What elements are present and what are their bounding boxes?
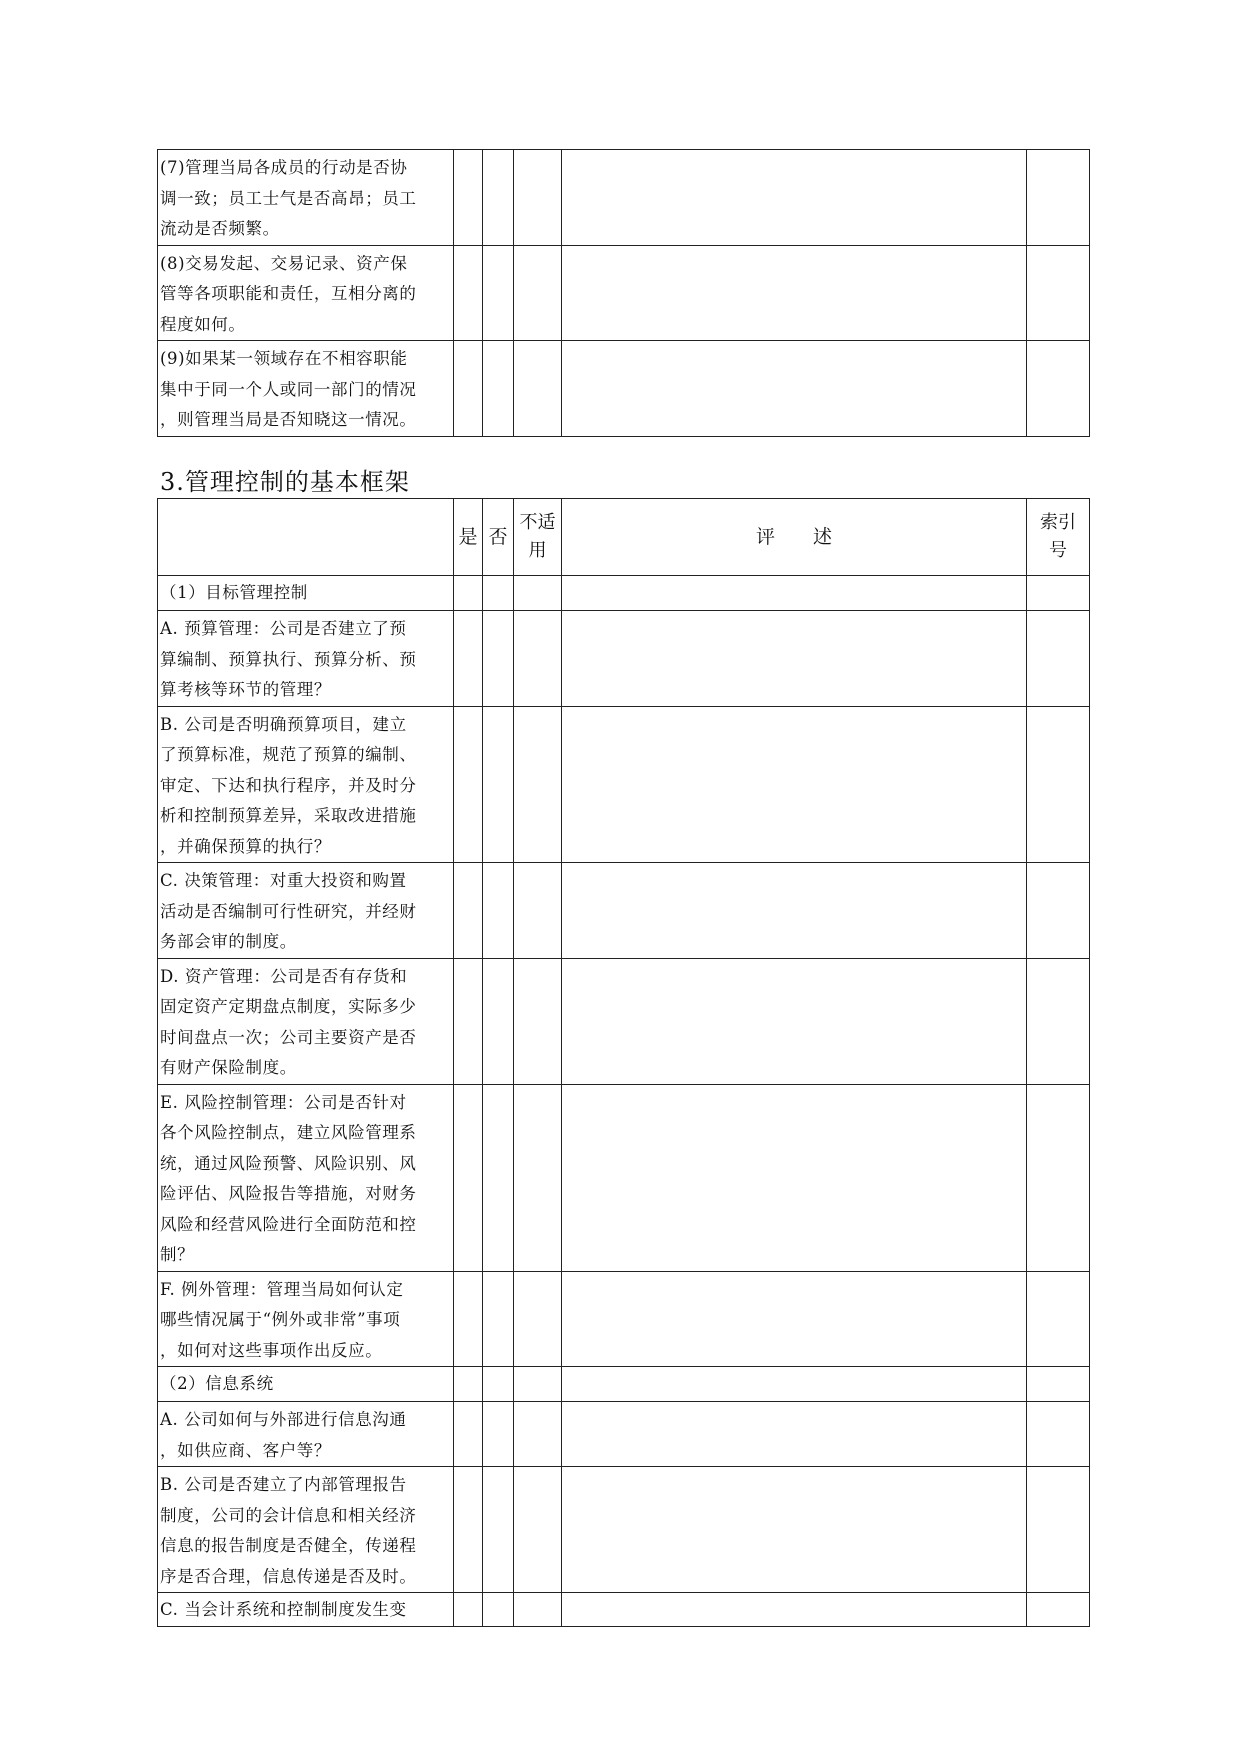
- yes-cell[interactable]: [454, 1402, 483, 1467]
- na-cell[interactable]: [514, 1467, 562, 1593]
- index-cell[interactable]: [1027, 1402, 1090, 1467]
- index-cell[interactable]: [1027, 576, 1090, 611]
- yes-cell[interactable]: [454, 1593, 483, 1627]
- no-cell[interactable]: [483, 245, 514, 341]
- no-cell[interactable]: [483, 1271, 514, 1367]
- not-applicable-column-header: 不适 用: [514, 499, 562, 576]
- na-cell[interactable]: [514, 706, 562, 863]
- no-cell[interactable]: [483, 1467, 514, 1593]
- comment-cell[interactable]: [562, 150, 1027, 246]
- comment-cell[interactable]: [562, 1593, 1027, 1627]
- na-cell[interactable]: [514, 863, 562, 959]
- question-cell: C. 当会计系统和控制制度发生变: [158, 1593, 454, 1627]
- yes-column-header: 是: [454, 499, 483, 576]
- comment-cell[interactable]: [562, 245, 1027, 341]
- comment-cell[interactable]: [562, 958, 1027, 1084]
- index-cell[interactable]: [1027, 1467, 1090, 1593]
- index-cell[interactable]: [1027, 150, 1090, 246]
- comment-cell[interactable]: [562, 1271, 1027, 1367]
- question-cell: D. 资产管理：公司是否有存货和 固定资产定期盘点制度，实际多少 时间盘点一次；公司主要资产是否 有财产保险制度。: [158, 958, 454, 1084]
- question-cell: C. 决策管理：对重大投资和购置 活动是否编制可行性研究，并经财 务部会审的制度。: [158, 863, 454, 959]
- index-cell[interactable]: [1027, 1367, 1090, 1402]
- index-cell[interactable]: [1027, 611, 1090, 707]
- comment-cell[interactable]: [562, 1084, 1027, 1271]
- yes-cell[interactable]: [454, 611, 483, 707]
- category-cell: （2）信息系统: [158, 1367, 454, 1402]
- na-cell[interactable]: [514, 1271, 562, 1367]
- na-cell[interactable]: [514, 1367, 562, 1402]
- no-cell[interactable]: [483, 341, 514, 437]
- question-cell: (9)如果某一领域存在不相容职能 集中于同一个人或同一部门的情况 ，则管理当局是否知晓这一情况。: [158, 341, 454, 437]
- table-row: [158, 150, 1090, 246]
- question-cell: B. 公司是否明确预算项目，建立 了预算标准，规范了预算的编制、 审定、下达和执行程序，并及时分 析和控制预算差异，采取改进措施 ，并确保预算的执行？: [158, 706, 454, 863]
- index-cell[interactable]: [1027, 706, 1090, 863]
- table-row: [158, 1367, 1090, 1402]
- comment-cell[interactable]: [562, 611, 1027, 707]
- question-cell: B. 公司是否建立了内部管理报告 制度，公司的会计信息和相关经济 信息的报告制度是否健全，传递程 序是否合理，信息传递是否及时。: [158, 1467, 454, 1593]
- no-cell[interactable]: [483, 1593, 514, 1627]
- na-cell[interactable]: [514, 245, 562, 341]
- table-header-row: [158, 499, 1090, 576]
- comment-column-header: 评 述: [562, 499, 1027, 576]
- no-cell[interactable]: [483, 611, 514, 707]
- yes-cell[interactable]: [454, 1084, 483, 1271]
- yes-cell[interactable]: [454, 150, 483, 246]
- index-cell[interactable]: [1027, 1593, 1090, 1627]
- index-cell[interactable]: [1027, 1084, 1090, 1271]
- yes-cell[interactable]: [454, 1271, 483, 1367]
- yes-cell[interactable]: [454, 706, 483, 863]
- index-cell[interactable]: [1027, 245, 1090, 341]
- index-column-header: 索引 号: [1027, 499, 1090, 576]
- yes-cell[interactable]: [454, 1367, 483, 1402]
- yes-cell[interactable]: [454, 245, 483, 341]
- question-cell: A. 预算管理：公司是否建立了预 算编制、预算执行、预算分析、预 算考核等环节的管理？: [158, 611, 454, 707]
- index-cell[interactable]: [1027, 1271, 1090, 1367]
- index-cell[interactable]: [1027, 958, 1090, 1084]
- no-cell[interactable]: [483, 958, 514, 1084]
- na-cell[interactable]: [514, 1084, 562, 1271]
- checklist-table-2: [157, 498, 1090, 1627]
- table-row: [158, 245, 1090, 341]
- comment-cell[interactable]: [562, 1402, 1027, 1467]
- table-row: [158, 1084, 1090, 1271]
- yes-cell[interactable]: [454, 341, 483, 437]
- table-row: [158, 341, 1090, 437]
- index-cell[interactable]: [1027, 341, 1090, 437]
- na-cell[interactable]: [514, 1402, 562, 1467]
- no-cell[interactable]: [483, 1367, 514, 1402]
- checklist-table-1: [157, 149, 1090, 437]
- question-cell: (8)交易发起、交易记录、资产保 管等各项职能和责任，互相分离的 程度如何。: [158, 245, 454, 341]
- comment-cell[interactable]: [562, 1367, 1027, 1402]
- yes-cell[interactable]: [454, 1467, 483, 1593]
- question-cell: A. 公司如何与外部进行信息沟通 ，如供应商、客户等？: [158, 1402, 454, 1467]
- table-row: [158, 1593, 1090, 1627]
- question-cell: F. 例外管理：管理当局如何认定 哪些情况属于“例外或非常”事项 ，如何对这些事项作出反应。: [158, 1271, 454, 1367]
- category-cell: （1）目标管理控制: [158, 576, 454, 611]
- comment-cell[interactable]: [562, 576, 1027, 611]
- yes-cell[interactable]: [454, 863, 483, 959]
- comment-cell[interactable]: [562, 341, 1027, 437]
- no-cell[interactable]: [483, 1084, 514, 1271]
- question-cell: E. 风险控制管理：公司是否针对 各个风险控制点，建立风险管理系 统，通过风险预警、风险识别、风 险评估、风险报告等措施，对财务 风险和经营风险进行全面防范和控 制？: [158, 1084, 454, 1271]
- no-cell[interactable]: [483, 1402, 514, 1467]
- table-row: [158, 1467, 1090, 1593]
- section-title: 3.管理控制的基本框架: [160, 468, 410, 496]
- no-cell[interactable]: [483, 706, 514, 863]
- comment-cell[interactable]: [562, 706, 1027, 863]
- na-cell[interactable]: [514, 576, 562, 611]
- no-cell[interactable]: [483, 150, 514, 246]
- index-cell[interactable]: [1027, 863, 1090, 959]
- no-cell[interactable]: [483, 863, 514, 959]
- comment-cell[interactable]: [562, 1467, 1027, 1593]
- na-cell[interactable]: [514, 341, 562, 437]
- table-row: [158, 576, 1090, 611]
- table-row: [158, 1271, 1090, 1367]
- na-cell[interactable]: [514, 611, 562, 707]
- yes-cell[interactable]: [454, 958, 483, 1084]
- na-cell[interactable]: [514, 1593, 562, 1627]
- no-column-header: 否: [483, 499, 514, 576]
- na-cell[interactable]: [514, 958, 562, 1084]
- yes-cell[interactable]: [454, 576, 483, 611]
- no-cell[interactable]: [483, 576, 514, 611]
- question-cell: (7)管理当局各成员的行动是否协 调一致；员工士气是否高昂；员工 流动是否频繁。: [158, 150, 454, 246]
- comment-cell[interactable]: [562, 863, 1027, 959]
- table-row: [158, 863, 1090, 959]
- table-row: [158, 706, 1090, 863]
- question-header-cell: [158, 499, 454, 576]
- table-row: [158, 958, 1090, 1084]
- table-row: [158, 1402, 1090, 1467]
- na-cell[interactable]: [514, 150, 562, 246]
- table-row: [158, 611, 1090, 707]
